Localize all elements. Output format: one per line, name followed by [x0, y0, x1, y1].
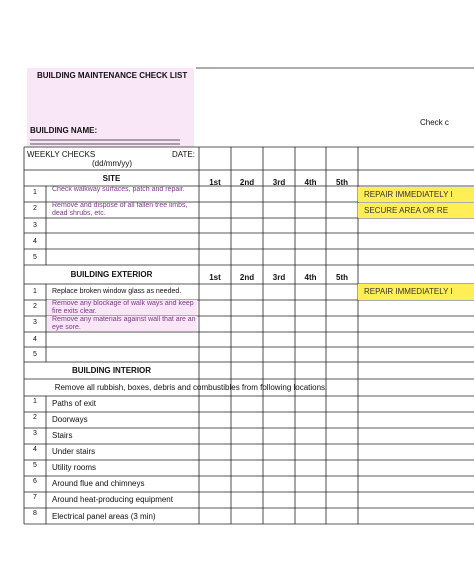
interior-row-8-num: 8 — [33, 510, 37, 517]
interior-row-3-num: 3 — [33, 430, 37, 437]
date-label: DATE: — [172, 150, 195, 159]
interior-row-5-num: 5 — [33, 462, 37, 469]
exterior-row-4-num: 4 — [33, 336, 37, 343]
exterior-row-5-num: 5 — [33, 351, 37, 358]
site-row-1-note — [358, 187, 474, 202]
weekly-checks-label: WEEKLY CHECKS — [27, 150, 96, 159]
interior-row-6-text: Around flue and chimneys — [52, 479, 145, 488]
exterior-row-1-note-text: REPAIR IMMEDIATELY I — [364, 287, 453, 296]
interior-row-6-num: 6 — [33, 478, 37, 485]
exterior-week-col-5: 5th — [336, 273, 348, 282]
exterior-row-1-num: 1 — [33, 288, 37, 295]
exterior-week-col-3: 3rd — [272, 273, 286, 282]
check-column-header: Check c — [420, 118, 449, 127]
site-row-5-num: 5 — [33, 254, 37, 261]
exterior-row-3-text: Remove any materials against wall that are an eye sore. — [52, 316, 196, 331]
interior-row-5-text: Utility rooms — [52, 463, 97, 472]
interior-subheading: Remove all rubbish, boxes, debris and combustibles from following locations. — [54, 383, 328, 392]
interior-row-7-text: Around heat-producing equipment — [52, 495, 173, 504]
site-row-2-note-text: SECURE AREA OR RE — [364, 206, 449, 215]
site-heading: SITE — [102, 174, 121, 183]
interior-heading: BUILDING INTERIOR — [71, 366, 152, 375]
building-name-label: BUILDING NAME: — [30, 126, 98, 135]
week-col-5: 5th — [336, 178, 348, 187]
site-row-4-num: 4 — [33, 238, 37, 245]
site-row-1-text: Check walkway surfaces, patch and repair. — [52, 186, 185, 193]
site-row-1-num: 1 — [33, 189, 37, 196]
site-row-3-num: 3 — [33, 222, 37, 229]
interior-row-1-text: Paths of exit — [52, 399, 97, 408]
week-col-1: 1st — [209, 178, 221, 187]
week-col-2: 2nd — [239, 178, 255, 187]
exterior-week-col-1: 1st — [209, 273, 221, 282]
site-row-2-note — [358, 203, 474, 218]
week-col-3: 3rd — [272, 178, 286, 187]
exterior-heading: BUILDING EXTERIOR — [70, 270, 153, 279]
interior-row-4-text: Under stairs — [52, 447, 96, 456]
site-row-2-num: 2 — [33, 205, 37, 212]
interior-row-8-text: Electrical panel areas (3 min) — [52, 512, 156, 521]
interior-row-1-num: 1 — [33, 398, 37, 405]
interior-row-7-num: 7 — [33, 494, 37, 501]
exterior-row-2-text: Remove any blockage of walk ways and keep fire exits clear. — [52, 300, 194, 315]
exterior-row-1-text: Replace broken window glass as needed. — [52, 288, 182, 295]
exterior-week-col-4: 4th — [304, 273, 317, 282]
date-format: (dd/mm/yy) — [92, 159, 132, 168]
interior-row-3-text: Stairs — [52, 431, 73, 440]
interior-row-4-num: 4 — [33, 446, 37, 453]
interior-row-2-num: 2 — [33, 414, 37, 421]
exterior-row-1-note — [358, 284, 474, 300]
site-row-2-text: Remove and dispose of all fallen tree limbs, dead shrubs, etc. — [52, 202, 188, 217]
site-row-1-note-text: REPAIR IMMEDIATELY I — [364, 190, 453, 199]
week-col-4: 4th — [304, 178, 317, 187]
checklist-title: BUILDING MAINTENANCE CHECK LIST — [37, 71, 188, 80]
exterior-row-2-num: 2 — [33, 303, 37, 310]
exterior-row-3-num: 3 — [33, 319, 37, 326]
exterior-week-col-2: 2nd — [239, 273, 255, 282]
interior-row-2-text: Doorways — [52, 415, 88, 424]
